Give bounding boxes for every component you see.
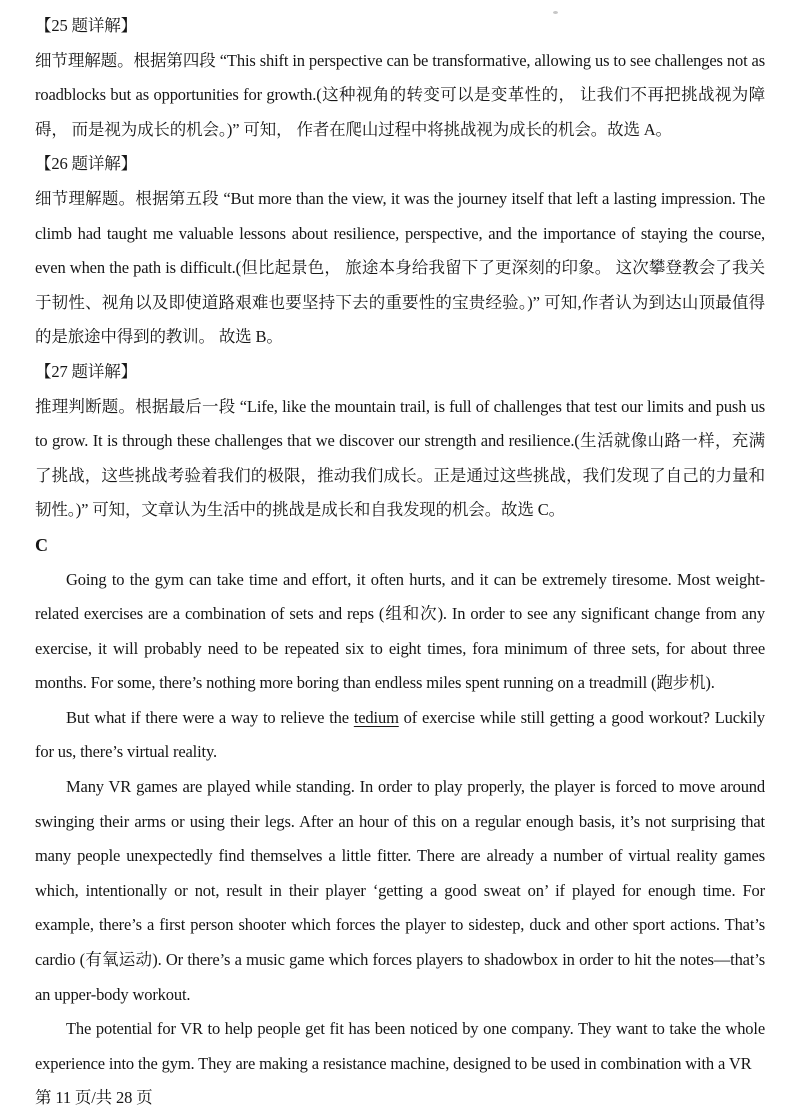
page-number: 第 11 页/共 28 页 <box>35 1088 153 1108</box>
question-27-explanation: 推理判断题。根据最后一段 “Life, like the mountain trail, is full of challenges that test our limits and push us to grow. It is through these challenges that we discover our strength and resilience.(生活就像山路一样，充满了挑战，这些挑战考验着我们的极限，推动我们成长。正是通过这些挑战，我们发现了自己的力量和韧性。)” 可知，文章认为生活中的挑战是成长和自我发现的机会。故选 C。 <box>35 396 765 520</box>
passage-paragraph-2 <box>35 701 765 770</box>
paragraph-text-after: of exercise while still getting a good workout? Luckily for us, there’s virtual reality. <box>35 707 765 762</box>
paragraph-text-before: But what if there were a way to relieve the <box>66 707 354 727</box>
question-26-heading: 【26 题详解】 <box>35 154 137 174</box>
scan-artifact <box>553 11 558 14</box>
question-25-heading: 【25 题详解】 <box>35 16 137 35</box>
passage-paragraph-4: The potential for VR to help people get fit has been noticed by one company. They want to take the whole experience into the gym. They are making a resistance machine, designed to be used in combination with a VR <box>35 1019 765 1073</box>
passage-paragraph-3: Many VR games are played while standing. In order to play properly, the player is forced to move around swinging their arms or using their legs. After an hour of this on a regular enough basis, it’s not surprising that many people unexpectedly find themselves a little fitter. There are already a number of virtual reality games which, intentionally or not, result in their player ‘getting a good sweat on’ if played for enough time. For example, there’s a first person shooter which forces the player to sidestep, duck and other sport actions. That’s cardio (有氧运动). Or there’s a music game which forces players to shadowbox in order to hit the notes—that’s an upper-body workout. <box>35 777 765 1004</box>
passage-title: C <box>35 534 48 555</box>
question-25-explanation: 细节理解题。根据第四段 “This shift in perspective can be transformative, allowing us to see challenges not as roadblocks but as opportunities for growth.(这种视角的转变可以是变革性的， 让我们不再把挑战视为障碍， 而是视为成长的机会。)” 可知， 作者在爬山过程中将挑战视为成长的机会。故选 A。 <box>35 50 765 139</box>
underlined-word: tedium <box>353 707 399 727</box>
question-27-heading: 【27 题详解】 <box>35 361 137 381</box>
passage-paragraph-1: Going to the gym can take time and effort, it often hurts, and it can be extremely tiresome. Most weight-related exercises are a combination of sets and reps (组和次). In order to see any significant change from any exercise, it will probably need to be repeated six to eight times, fora minimum of three sets, for about three months. For some, there’s nothing more boring than endless miles spent running on a treadmill (跑步机). <box>35 569 765 693</box>
question-26-explanation: 细节理解题。根据第五段 “But more than the view, it was the journey itself that left a lasting impression. The climb had taught me valuable lessons about resilience, perspective, and the importance of staying the course, even when the path is difficult.(但比起景色， 旅途本身给我留下了更深刻的印象。 这次攀登教会了我关于韧性、视角以及即使道路艰难也要坚持下去的重要性的宝贵经验。)” 可知,作者认为到达山顶最值得的是旅途中得到的教训。 故选 B。 <box>35 188 765 347</box>
